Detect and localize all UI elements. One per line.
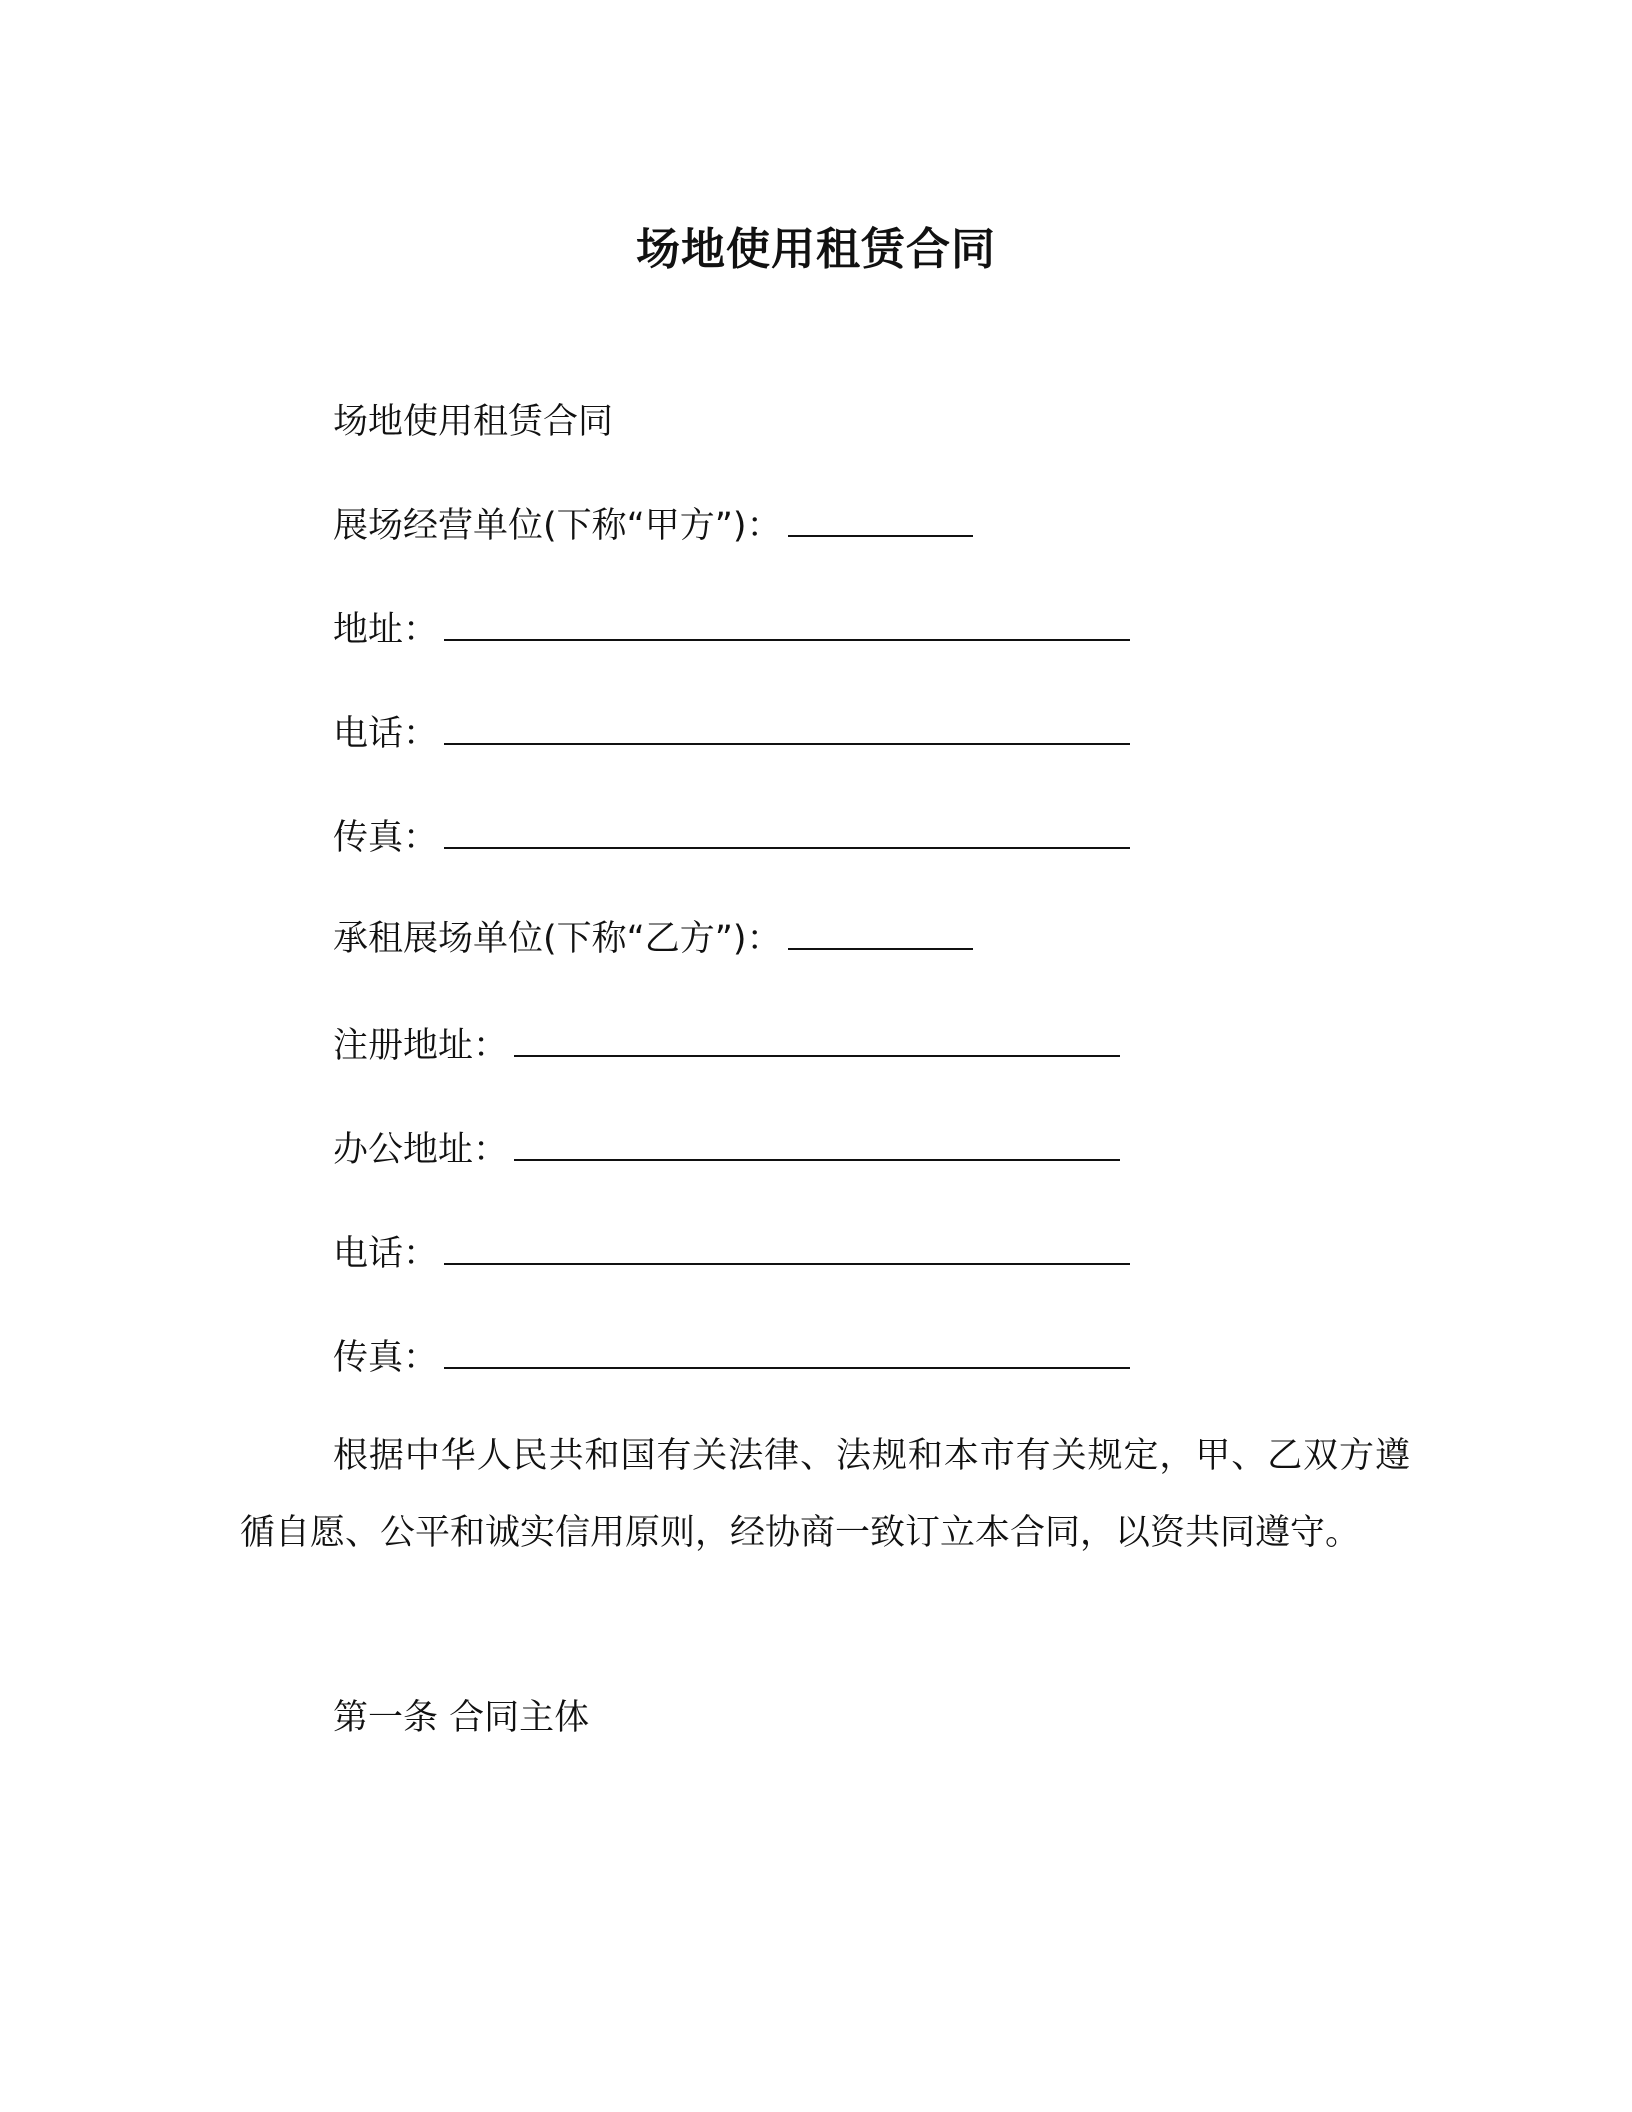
party-b-office-address-label: 办公地址：	[333, 1130, 509, 1170]
party-b-fax-label: 传真：	[333, 1338, 439, 1378]
article-1-heading: 第一条 合同主体	[333, 1698, 590, 1738]
party-b-fax-line	[333, 1332, 1130, 1384]
party-a-phone-line	[333, 708, 1130, 760]
party-b-label: 承租展场单位(下称“乙方”)：	[333, 919, 782, 959]
party-b-registered-address-blank	[514, 1054, 1120, 1057]
document-title: 场地使用租赁合同	[636, 224, 996, 275]
party-b-phone-label: 电话：	[333, 1234, 439, 1274]
party-a-fax-label: 传真：	[333, 818, 439, 858]
party-a-phone-label: 电话：	[333, 714, 439, 754]
party-a-name-blank	[788, 534, 973, 537]
party-b-name-blank	[788, 947, 973, 950]
party-a-label: 展场经营单位(下称“甲方”)：	[333, 506, 782, 546]
party-b-phone-blank	[444, 1262, 1130, 1265]
party-b-line	[333, 913, 973, 965]
party-a-line	[333, 500, 973, 552]
party-b-office-address-line	[333, 1124, 1120, 1176]
party-b-office-address-blank	[514, 1158, 1120, 1161]
party-a-address-blank	[444, 638, 1130, 641]
document-subtitle: 场地使用租赁合同	[333, 402, 614, 442]
party-a-fax-line	[333, 812, 1130, 864]
party-b-fax-blank	[444, 1366, 1130, 1369]
party-b-phone-line	[333, 1228, 1130, 1280]
party-a-address-label: 地址：	[333, 610, 439, 650]
party-b-registered-address-label: 注册地址：	[333, 1026, 509, 1066]
party-a-phone-blank	[444, 742, 1130, 745]
party-a-fax-blank	[444, 846, 1130, 849]
party-a-address-line	[333, 604, 1130, 656]
preamble-paragraph: 根据中华人民共和国有关法律、法规和本市有关规定，甲、乙双方遵循自愿、公平和诚实信用原则，经协商一致订立本合同，以资共同遵守。	[240, 1436, 1410, 1553]
party-b-registered-address-line	[333, 1020, 1120, 1072]
